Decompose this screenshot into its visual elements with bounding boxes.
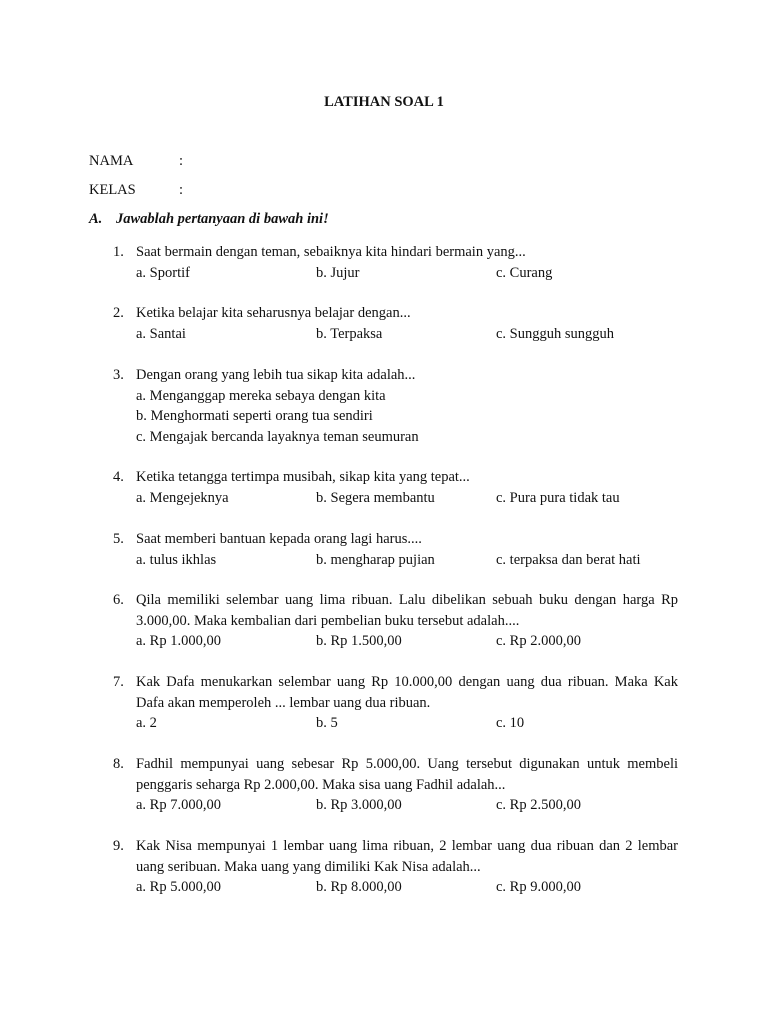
question-stem: Dengan orang yang lebih tua sikap kita adalah... bbox=[136, 367, 416, 383]
option-row bbox=[136, 713, 678, 734]
option-a: a. Mengejeknya bbox=[136, 489, 229, 506]
question-item bbox=[113, 365, 678, 447]
option-row bbox=[136, 488, 678, 509]
question-stem: Saat bermain dengan teman, sebaiknya kita hindari bermain yang... bbox=[136, 244, 526, 260]
question-stem: Ketika tetangga tertimpa musibah, sikap kita yang tepat... bbox=[136, 469, 470, 485]
section-instruction: Jawablah pertanyaan di bawah ini! bbox=[116, 211, 329, 227]
question-item bbox=[113, 672, 678, 734]
question-item bbox=[113, 467, 678, 508]
option-c: c. terpaksa dan berat hati bbox=[496, 551, 641, 568]
question-number: 1. bbox=[113, 244, 124, 260]
option-row bbox=[136, 631, 678, 652]
question-stem: Fadhil mempunyai uang sebesar Rp 5.000,00. Uang tersebut digunakan untuk membeli penggaris seharga Rp 2.000,00. Maka sisa uang Fadhil adalah... bbox=[136, 756, 678, 793]
option-b: b. Terpaksa bbox=[316, 325, 383, 342]
option-b: b. Rp 1.500,00 bbox=[316, 633, 402, 649]
option-c: c. Pura pura tidak tau bbox=[496, 489, 620, 506]
page-title: LATIHAN SOAL 1 bbox=[324, 94, 444, 110]
question-number: 8. bbox=[113, 756, 124, 772]
question-stem: Kak Nisa mempunyai 1 lembar uang lima ribuan, 2 lembar uang dua ribuan dan 2 lembar uang seribuan. Maka uang yang dimiliki Kak Nisa adalah... bbox=[136, 838, 678, 875]
option-a: a. Menganggap mereka sebaya dengan kita bbox=[136, 387, 386, 404]
option-c: c. Rp 2.000,00 bbox=[496, 633, 581, 649]
option-b: b. mengharap pujian bbox=[316, 551, 435, 568]
option-a: a. Rp 7.000,00 bbox=[136, 797, 221, 813]
option-a: a. tulus ikhlas bbox=[136, 551, 217, 568]
option-b: b. Jujur bbox=[316, 264, 360, 281]
question-item bbox=[113, 836, 678, 898]
option-row bbox=[136, 324, 678, 345]
option-a: a. Sportif bbox=[136, 264, 190, 281]
question-item bbox=[113, 590, 678, 652]
question-item bbox=[113, 529, 678, 570]
question-number: 6. bbox=[113, 592, 124, 608]
name-label: NAMA bbox=[89, 153, 134, 169]
question-number: 3. bbox=[113, 367, 124, 383]
question-item bbox=[113, 242, 678, 283]
option-b: b. 5 bbox=[316, 715, 338, 731]
option-row bbox=[136, 550, 678, 571]
option-b: b. Segera membantu bbox=[316, 489, 435, 506]
option-a: a. 2 bbox=[136, 715, 157, 731]
question-number: 5. bbox=[113, 531, 124, 547]
section-letter: A. bbox=[89, 211, 103, 227]
section-heading bbox=[89, 211, 329, 228]
question-item bbox=[113, 754, 678, 816]
option-a: a. Rp 5.000,00 bbox=[136, 879, 221, 895]
question-number: 9. bbox=[113, 838, 124, 854]
question-number: 7. bbox=[113, 674, 124, 690]
name-field bbox=[89, 153, 183, 170]
class-label: KELAS bbox=[89, 182, 136, 198]
option-a: a. Santai bbox=[136, 325, 186, 342]
option-row bbox=[136, 877, 678, 898]
option-row bbox=[136, 795, 678, 816]
option-row bbox=[136, 263, 678, 284]
option-c: c. Mengajak bercanda layaknya teman seumuran bbox=[136, 428, 419, 445]
question-stem: Saat memberi bantuan kepada orang lagi harus.... bbox=[136, 531, 422, 547]
option-c: c. Rp 2.500,00 bbox=[496, 797, 581, 813]
option-c: c. 10 bbox=[496, 715, 525, 731]
class-separator: : bbox=[179, 182, 184, 198]
question-number: 4. bbox=[113, 469, 124, 485]
question-stem: Qila memiliki selembar uang lima ribuan. Lalu dibelikan sebuah buku dengan harga Rp 3.000,00. Maka kembalian dari pembelian buku tersebut adalah.... bbox=[136, 592, 678, 629]
option-a: a. Rp 1.000,00 bbox=[136, 633, 221, 649]
option-c: c. Sungguh sungguh bbox=[496, 325, 615, 342]
class-field bbox=[89, 182, 183, 199]
option-c: c. Rp 9.000,00 bbox=[496, 879, 581, 895]
question-stem: Kak Dafa menukarkan selembar uang Rp 10.000,00 dengan uang dua ribuan. Maka Kak Dafa akan memperoleh ... lembar uang dua ribuan. bbox=[136, 674, 678, 711]
question-stem: Ketika belajar kita seharusnya belajar dengan... bbox=[136, 305, 411, 321]
question-item bbox=[113, 303, 678, 344]
option-b: b. Menghormati seperti orang tua sendiri bbox=[136, 408, 373, 424]
name-separator: : bbox=[179, 153, 184, 169]
option-c: c. Curang bbox=[496, 264, 553, 281]
option-b: b. Rp 3.000,00 bbox=[316, 797, 402, 813]
question-number: 2. bbox=[113, 305, 124, 321]
option-b: b. Rp 8.000,00 bbox=[316, 879, 402, 895]
